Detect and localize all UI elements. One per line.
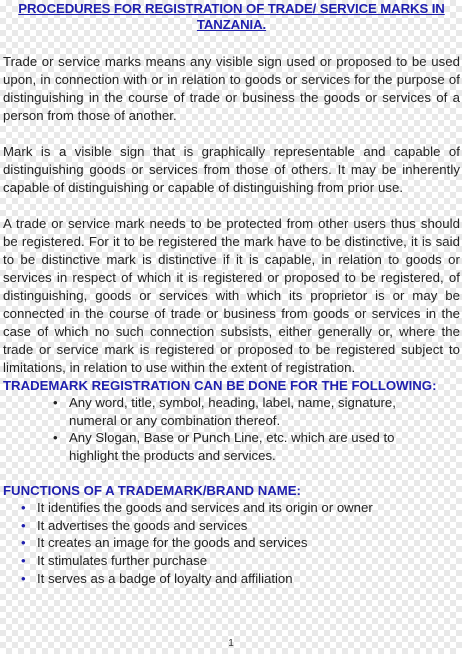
bullet-icon: • bbox=[53, 395, 58, 410]
list-item-text: Any Slogan, Base or Punch Line, etc. which are used to highlight the products and services. bbox=[69, 430, 395, 463]
section-heading-registration: TRADEMARK REGISTRATION CAN BE DONE FOR THE FOLLOWING: bbox=[3, 378, 437, 393]
paragraph-protection: A trade or service mark needs to be protected from other users thus should be registered. For it to be registered the mark have to be distinctive, it is said to be distinctive mark is distinctive if it is capable, in relation to goods or services in respect of which it is registered or proposed to be registered, of distinguishing, goods or services with which its proprietor is or may be connected in the course of trade or business from goods or services in the case of which no such connection subsists, either generally or, where the trade or service mark is registered or proposed to be registered subject to limitations, in relation to use within the extent of registration. bbox=[3, 216, 460, 375]
bullet-icon: • bbox=[21, 535, 26, 551]
list-item bbox=[3, 499, 460, 517]
list-item bbox=[3, 394, 460, 429]
list-item-text: It advertises the goods and services bbox=[37, 517, 248, 533]
registration-list bbox=[3, 394, 460, 464]
list-item bbox=[3, 570, 460, 588]
list-item bbox=[3, 517, 460, 535]
section-heading-functions: FUNCTIONS OF A TRADEMARK/BRAND NAME: bbox=[3, 483, 301, 498]
bullet-icon: • bbox=[21, 553, 26, 569]
list-item bbox=[3, 429, 460, 464]
list-item bbox=[3, 534, 460, 552]
document-title: PROCEDURES FOR REGISTRATION OF TRADE/ SERVICE MARKS IN TANZANIA. bbox=[18, 1, 445, 32]
paragraph-mark: Mark is a visible sign that is graphically representable and capable of distinguishing goods or services from those of others. It may be inherently capable of distinguishing or capable of distinguishing from prior use. bbox=[3, 144, 460, 195]
bullet-icon: • bbox=[21, 517, 26, 533]
list-item-text: It stimulates further purchase bbox=[37, 553, 208, 569]
bullet-icon: • bbox=[21, 500, 26, 515]
functions-list bbox=[3, 499, 460, 588]
paragraph-definition: Trade or service marks means any visible sign used or proposed to be used upon, in connection with or in relation to goods or services for the purpose of distinguishing in the course of trade or business the goods or services of a person from those of another. bbox=[3, 54, 460, 123]
list-item-text: It serves as a badge of loyalty and affiliation bbox=[37, 570, 293, 586]
bullet-icon: • bbox=[53, 430, 58, 445]
list-item-text: It creates an image for the goods and services bbox=[37, 535, 308, 551]
bullet-icon: • bbox=[21, 570, 26, 586]
list-item-text: It identifies the goods and services and its origin or owner bbox=[37, 500, 373, 515]
list-item bbox=[3, 552, 460, 570]
page-number: 1 bbox=[228, 638, 234, 649]
list-item-text: Any word, title, symbol, heading, label, name, signature, numeral or any combination thereof. bbox=[69, 395, 396, 428]
